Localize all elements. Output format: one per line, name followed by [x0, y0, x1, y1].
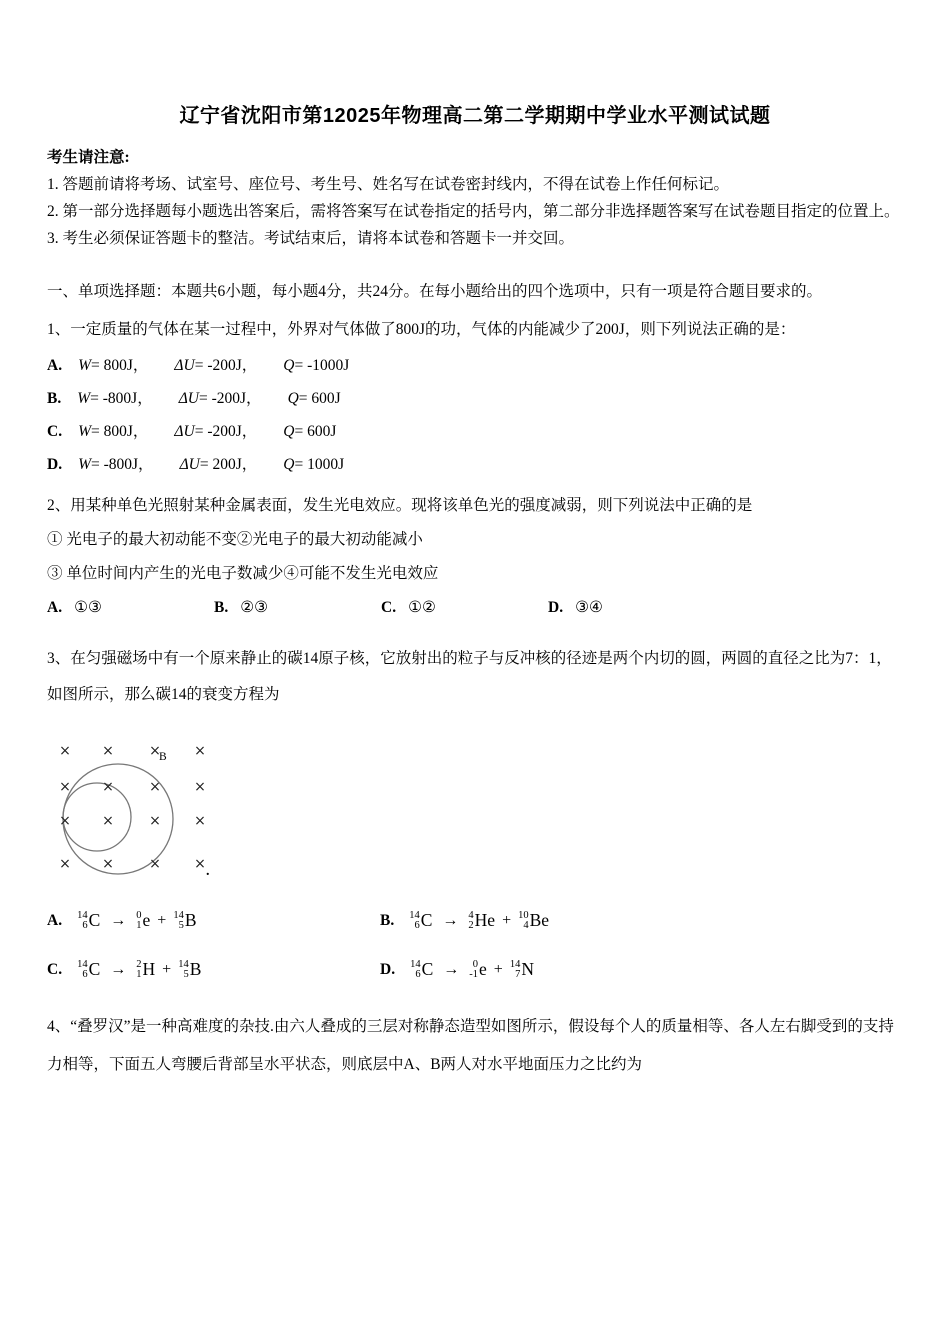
field-into-page-icon: ×: [59, 856, 71, 872]
q3-options-row-2: [47, 959, 903, 980]
field-into-page-icon: ×: [194, 779, 206, 795]
q3-option-d: [380, 959, 903, 980]
q1-option-d: [47, 448, 903, 481]
field-into-page-icon: ×: [102, 743, 114, 759]
option-label: B.: [214, 599, 229, 616]
field-into-page-icon: ×: [59, 779, 71, 795]
value-w: = 800J，: [91, 423, 149, 440]
notice-item-1: 1. 答题前请将考场、试室号、座位号、考生号、姓名写在试卷密封线内，不得在试卷上作任何标记。: [47, 176, 730, 193]
arrow: →: [110, 960, 127, 978]
symbol-du: ΔU: [174, 357, 195, 374]
q2-option-b: [214, 591, 381, 625]
atomic-number: -1: [469, 968, 479, 980]
atomic-number: 6: [82, 968, 88, 980]
nuclide-particle: [468, 910, 495, 931]
nuclide-daughter: [173, 910, 196, 931]
q2-option-a: [47, 591, 214, 625]
page-title: 辽宁省沈阳市第12025年物理高二第二学期期中学业水平测试试题: [179, 105, 771, 127]
value-q: = 600J: [298, 390, 341, 407]
element-symbol: N: [521, 959, 534, 979]
nuclide-c14: [410, 959, 433, 980]
value-du: = -200J，: [194, 357, 258, 374]
nuclide-c14: [77, 910, 100, 931]
arrow: →: [443, 960, 460, 978]
element-symbol: e: [479, 959, 487, 979]
mass-number: 14: [410, 959, 421, 970]
plus-sign: +: [162, 960, 172, 978]
section1-header: 一、单项选择题：本题共6小题，每小题4分，共24分。在每小题给出的四个选项中，只有一项是符合题目要求的。: [47, 283, 823, 300]
value-q: = 1000J: [294, 456, 345, 473]
field-into-page-icon: ×: [194, 743, 206, 759]
nuclide-daughter: [510, 959, 534, 980]
q1-options: [47, 349, 903, 481]
atomic-number: 4: [523, 919, 529, 931]
value-du: = -200J，: [199, 390, 262, 407]
q3-options-row-1: [47, 910, 903, 931]
field-into-page-icon: ×: [149, 779, 161, 795]
q3-option-c: [47, 959, 380, 980]
symbol-w: W: [78, 357, 91, 374]
mass-number: 4: [468, 910, 474, 921]
option-label: A.: [47, 599, 63, 616]
q1-option-b: [47, 382, 903, 415]
field-into-page-icon: ×: [102, 813, 114, 829]
option-label: B.: [380, 911, 395, 929]
field-into-page-icon: ×: [59, 743, 71, 759]
q2-options: [47, 591, 903, 625]
figure-period: .: [206, 864, 210, 879]
nuclide-daughter: [518, 910, 549, 931]
symbol-w: W: [78, 456, 91, 473]
element-symbol: C: [88, 910, 101, 930]
element-symbol: C: [420, 910, 433, 930]
plus-sign: +: [157, 911, 167, 929]
q2-statements-1: ① 光电子的最大初动能不变②光电子的最大初动能减小: [47, 531, 423, 548]
plus-sign: +: [502, 911, 512, 929]
notice-item-3: 3. 考生必须保证答题卡的整洁。考试结束后，请将本试卷和答题卡一并交回。: [47, 230, 575, 247]
field-into-page-icon: ×: [102, 856, 114, 872]
element-symbol: He: [474, 910, 496, 930]
option-value: ③④: [575, 599, 603, 616]
symbol-w: W: [77, 390, 91, 407]
value-q: = -1000J: [294, 357, 350, 374]
field-cross-grid: [59, 743, 206, 872]
field-into-page-icon: ×: [59, 813, 71, 829]
value-w: = 800J，: [91, 357, 149, 374]
symbol-q: Q: [283, 357, 295, 374]
q3-figure: [53, 735, 903, 892]
value-du: = 200J，: [199, 456, 258, 473]
atomic-number: 5: [183, 968, 189, 980]
symbol-q: Q: [283, 456, 295, 473]
element-symbol: B: [184, 910, 197, 930]
atomic-number: 6: [414, 919, 420, 931]
q2-stem: 2、用某种单色光照射某种金属表面，发生光电效应。现将该单色光的强度减弱，则下列说法中正确的是: [47, 497, 753, 514]
field-into-page-icon: ×: [194, 813, 206, 829]
option-label: D.: [47, 456, 63, 473]
field-into-page-icon: ×: [149, 813, 161, 829]
atomic-number: 7: [515, 968, 521, 980]
option-label: A.: [47, 357, 63, 374]
mass-number: 10: [518, 910, 529, 921]
field-into-page-icon: ×: [149, 856, 161, 872]
field-into-page-icon: ×: [102, 779, 114, 795]
q3-option-b: [380, 910, 903, 931]
value-q: = 600J: [294, 423, 337, 440]
option-label: C.: [47, 960, 63, 978]
value-w: = -800J，: [90, 390, 153, 407]
nuclide-c14: [77, 959, 100, 980]
value-du: = -200J，: [194, 423, 258, 440]
q1-stem: 1、一定质量的气体在某一过程中，外界对气体做了800J的功，气体的内能减少了200J，则下列说法正确的是：: [47, 321, 796, 338]
element-symbol: C: [421, 959, 434, 979]
option-value: ②③: [240, 599, 269, 616]
option-label: C.: [381, 599, 397, 616]
q4-stem: 4、“叠罗汉”是一种高难度的杂技.由六人叠成的三层对称静态造型如图所示，假设每个人的质量相等、各人左右脚受到的支持力相等，下面五人弯腰后背部呈水平状态，则底层中A、B两人对水平地面压力之比约为: [47, 1018, 894, 1073]
mass-number: 14: [178, 959, 189, 970]
atomic-number: 2: [468, 919, 474, 931]
notice-item-2: 2. 第一部分选择题每小题选出答案后，需将答案写在试卷指定的括号内，第二部分非选择题答案写在试卷题目指定的位置上。: [47, 203, 900, 220]
mass-number: 0: [472, 959, 479, 970]
atomic-number: 1: [136, 919, 142, 931]
atomic-number: 5: [178, 919, 184, 931]
atomic-number: 6: [82, 919, 88, 931]
q3-options: [47, 910, 903, 980]
q1-option-a: [47, 349, 903, 382]
q3-option-a: [47, 910, 380, 931]
symbol-du: ΔU: [174, 423, 195, 440]
q2-option-d: [548, 591, 715, 625]
option-label: D.: [380, 960, 396, 978]
element-symbol: e: [142, 910, 151, 930]
mass-number: 2: [136, 959, 142, 970]
mass-number: 14: [509, 959, 521, 970]
nuclide-c14: [409, 910, 432, 931]
mass-number: 0: [136, 910, 142, 921]
q2-statements-2: ③ 单位时间内产生的光电子数减少④可能不发生光电效应: [47, 565, 439, 582]
option-label: A.: [47, 911, 63, 929]
atomic-number: 1: [136, 968, 142, 980]
field-label-b: B: [159, 751, 167, 763]
q2-option-c: [381, 591, 548, 625]
field-into-page-icon: ×: [149, 743, 161, 759]
atomic-number: 6: [415, 968, 421, 980]
element-symbol: B: [189, 959, 202, 979]
nuclide-particle: [469, 959, 487, 980]
element-symbol: Be: [529, 910, 550, 930]
arrow: →: [442, 911, 459, 929]
mass-number: 14: [77, 910, 88, 921]
small-circle-track: [63, 783, 131, 851]
nuclide-daughter: [178, 959, 201, 980]
plus-sign: +: [493, 960, 503, 978]
notice-header: 考生请注意:: [47, 149, 130, 166]
symbol-q: Q: [287, 390, 299, 407]
mass-number: 14: [77, 959, 88, 970]
mass-number: 14: [173, 910, 184, 921]
option-label: B.: [47, 390, 62, 407]
symbol-du: ΔU: [178, 390, 199, 407]
symbol-w: W: [78, 423, 91, 440]
symbol-du: ΔU: [179, 456, 200, 473]
notice-block: [47, 144, 903, 252]
element-symbol: C: [88, 959, 101, 979]
option-value: ①②: [408, 599, 436, 616]
arrow: →: [110, 911, 127, 929]
option-value: ①③: [74, 599, 102, 616]
nuclide-particle: [136, 959, 155, 980]
q3-stem: 3、在匀强磁场中有一个原来静止的碳14原子核，它放射出的粒子与反冲核的径迹是两个内切的圆，两圆的直径之比为7：1，如图所示，那么碳14的衰变方程为: [47, 650, 892, 703]
option-label: D.: [548, 599, 564, 616]
magnetic-field-diagram: [53, 735, 228, 887]
element-symbol: H: [142, 959, 156, 979]
field-into-page-icon: ×: [194, 856, 206, 872]
mass-number: 14: [409, 910, 420, 921]
symbol-q: Q: [283, 423, 295, 440]
nuclide-particle: [136, 910, 150, 931]
q1-option-c: [47, 415, 903, 448]
option-label: C.: [47, 423, 63, 440]
value-w: = -800J，: [91, 456, 154, 473]
